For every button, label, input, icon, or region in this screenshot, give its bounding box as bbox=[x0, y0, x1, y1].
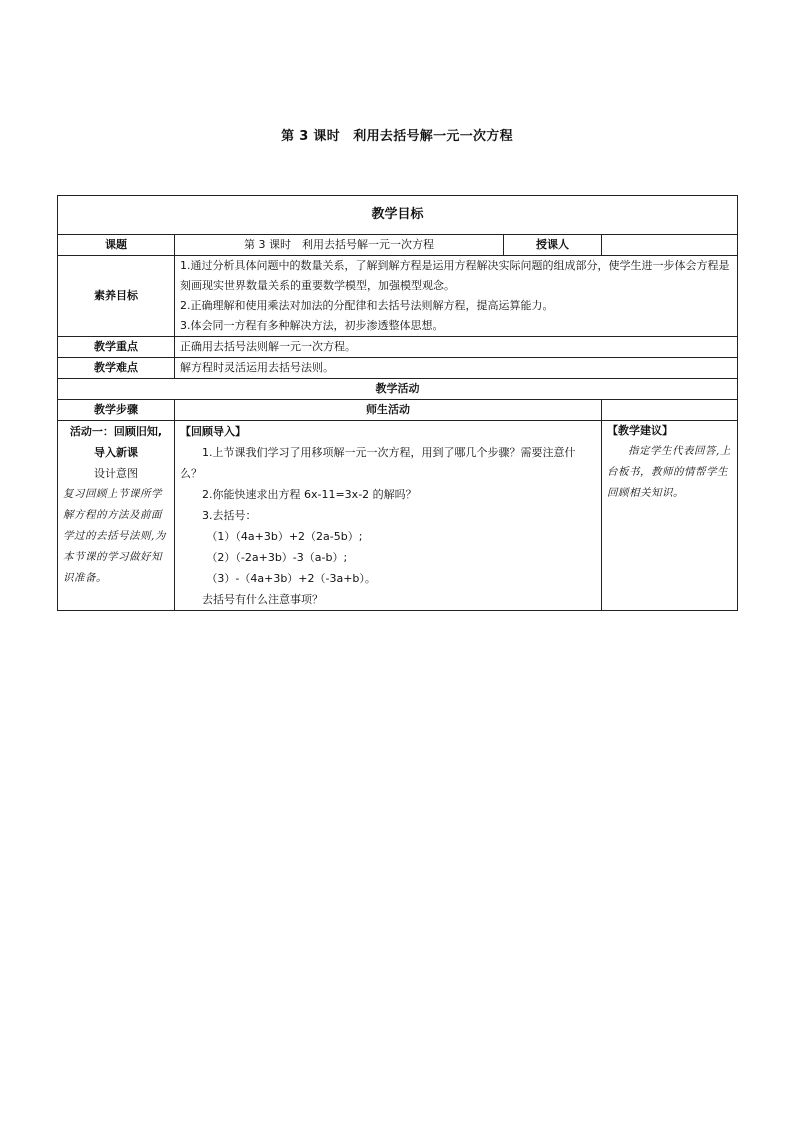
teacher-value bbox=[602, 235, 738, 256]
key-point-label: 教学重点 bbox=[58, 337, 175, 358]
document-title: 第 3 课时 利用去括号解一元一次方程 bbox=[281, 129, 513, 144]
difficulty-label: 教学难点 bbox=[58, 358, 175, 379]
question-1: 1.上节课我们学习了用移项解一元一次方程，用到了哪几个步骤？需要注意什么？ bbox=[180, 446, 576, 480]
interaction-label: 师生活动 bbox=[175, 400, 602, 421]
design-intent-text: 复习回顾上节课所学解方程的方法及前面学过的去括号法则,为本节课的学习做好知识准备。 bbox=[63, 488, 166, 584]
goal-item: 3.体会同一方程有多种解决方法，初步渗透整体思想。 bbox=[180, 319, 444, 332]
topic-label: 课题 bbox=[58, 235, 175, 256]
design-intent-label: 设计意图 bbox=[94, 467, 138, 480]
teaching-suggestion-cell bbox=[602, 421, 738, 611]
teaching-goals-header: 教学目标 bbox=[58, 196, 738, 235]
question-3-item: （1）（4a+3b）+2（2a-5b）; bbox=[206, 530, 363, 543]
activity-name-line2: 导入新课 bbox=[94, 446, 138, 459]
lesson-plan-table bbox=[57, 195, 738, 611]
activity-name-line1: 活动一：回顾旧知, bbox=[69, 425, 163, 438]
teacher-label: 授课人 bbox=[504, 235, 602, 256]
question-2: 2.你能快速求出方程 6x-11=3x-2 的解吗？ bbox=[202, 488, 417, 501]
goal-item: 1.通过分析具体问题中的数量关系，了解到解方程是运用方程解决实际问题的组成部分，使学生进一步体会方程是刻画现实世界数量关系的重要数学模型，加强模型观念。 bbox=[180, 259, 730, 292]
teacher-student-activity bbox=[175, 421, 602, 611]
key-point-value: 正确用去括号法则解一元一次方程。 bbox=[175, 337, 738, 358]
difficulty-value: 解方程时灵活运用去括号法则。 bbox=[175, 358, 738, 379]
question-3-item: （3）-（4a+3b）+2（-3a+b）。 bbox=[206, 572, 376, 585]
goal-item: 2.正确理解和使用乘法对加法的分配律和去括号法则解方程，提高运算能力。 bbox=[180, 299, 554, 312]
topic-value: 第 3 课时 利用去括号解一元一次方程 bbox=[175, 235, 504, 256]
steps-label: 教学步骤 bbox=[58, 400, 175, 421]
activities-header: 教学活动 bbox=[58, 379, 738, 400]
section-title: 【回顾导入】 bbox=[180, 425, 246, 438]
suggestion-title: 【教学建议】 bbox=[607, 424, 673, 437]
activity-step-cell bbox=[58, 421, 175, 611]
suggestion-text: 指定学生代表回答,上台板书，教师的情帮学生回顾相关知识。 bbox=[607, 445, 731, 499]
question-3: 3.去括号： bbox=[202, 509, 257, 522]
goals-content bbox=[175, 256, 738, 337]
question-4: 去括号有什么注意事项？ bbox=[202, 593, 323, 606]
goals-label: 素养目标 bbox=[58, 256, 175, 337]
empty-cell bbox=[602, 400, 738, 421]
question-3-item: （2）（-2a+3b）-3（a-b）; bbox=[206, 551, 348, 564]
